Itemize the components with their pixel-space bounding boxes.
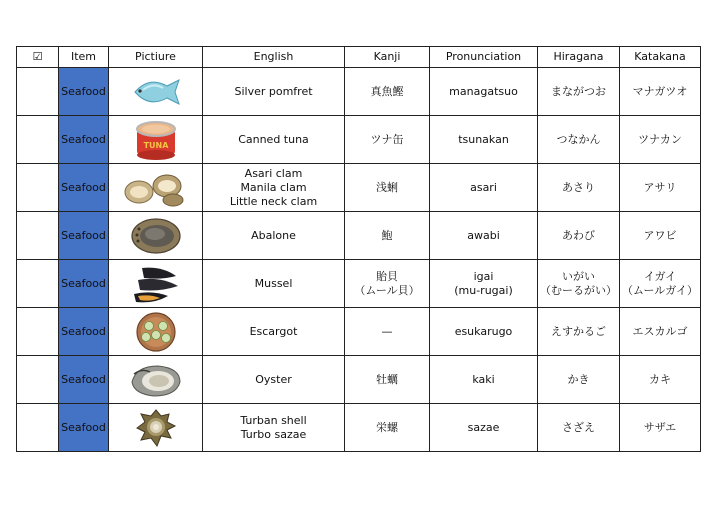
item-cell: Seafood [59,356,109,404]
check-cell[interactable] [17,212,59,260]
header-check[interactable]: ☑ [17,47,59,68]
header-picture: Pictiure [109,47,203,68]
check-cell[interactable] [17,116,59,164]
pronunciation-cell: tsunakan [430,116,538,164]
english-cell: Escargot [203,308,345,356]
item-cell: Seafood [59,116,109,164]
tuna-can-icon [129,119,183,161]
picture-cell [109,212,203,260]
hiragana-cell: いがい （むーるがい） [538,260,620,308]
kanji-cell: 真魚鰹 [345,68,430,116]
item-cell: Seafood [59,212,109,260]
check-cell[interactable] [17,404,59,452]
vocabulary-table [16,46,701,452]
item-cell: Seafood [59,260,109,308]
kanji-cell: 栄螺 [345,404,430,452]
pronunciation-cell: managatsuo [430,68,538,116]
katakana-cell: カキ [620,356,701,404]
hiragana-cell: さざえ [538,404,620,452]
hiragana-cell: かき [538,356,620,404]
header-kanji: Kanji [345,47,430,68]
table-row [17,308,701,356]
check-cell[interactable] [17,164,59,212]
pronunciation-cell: kaki [430,356,538,404]
picture-cell [109,164,203,212]
pronunciation-cell: igai (mu-rugai) [430,260,538,308]
hiragana-cell: まながつお [538,68,620,116]
pronunciation-cell: awabi [430,212,538,260]
oyster-icon [128,360,184,400]
katakana-cell: ツナカン [620,116,701,164]
turban-shell-icon [131,406,181,450]
header-row [17,47,701,68]
check-cell[interactable] [17,68,59,116]
item-cell: Seafood [59,404,109,452]
katakana-cell: アサリ [620,164,701,212]
pronunciation-cell: esukarugo [430,308,538,356]
hiragana-cell: えすかるご [538,308,620,356]
hiragana-cell: あわび [538,212,620,260]
check-cell[interactable] [17,308,59,356]
header-item: Item [59,47,109,68]
header-katakana: Katakana [620,47,701,68]
english-cell: Abalone [203,212,345,260]
pronunciation-cell: sazae [430,404,538,452]
kanji-cell: — [345,308,430,356]
hiragana-cell: あさり [538,164,620,212]
picture-cell [109,404,203,452]
english-cell: Turban shell Turbo sazae [203,404,345,452]
picture-cell [109,356,203,404]
kanji-cell: 貽貝 （ムール貝） [345,260,430,308]
table-row [17,404,701,452]
header-english: English [203,47,345,68]
kanji-cell: 牡蠣 [345,356,430,404]
check-cell[interactable] [17,260,59,308]
pomfret-fish-icon [129,72,183,112]
kanji-cell: ツナ缶 [345,116,430,164]
picture-cell [109,116,203,164]
table-row [17,164,701,212]
kanji-cell: 浅蜊 [345,164,430,212]
katakana-cell: アワビ [620,212,701,260]
english-cell: Asari clam Manila clam Little neck clam [203,164,345,212]
pronunciation-cell: asari [430,164,538,212]
katakana-cell: マナガツオ [620,68,701,116]
item-cell: Seafood [59,164,109,212]
table-row [17,68,701,116]
kanji-cell: 鮑 [345,212,430,260]
picture-cell [109,308,203,356]
english-cell: Silver pomfret [203,68,345,116]
english-cell: Mussel [203,260,345,308]
katakana-cell: エスカルゴ [620,308,701,356]
svg-text:TUNA: TUNA [143,140,168,150]
mussel-icon [128,262,184,306]
header-pronunciation: Pronunciation [430,47,538,68]
hiragana-cell: つなかん [538,116,620,164]
item-cell: Seafood [59,68,109,116]
table-row [17,212,701,260]
escargot-icon [132,311,180,353]
header-hiragana: Hiragana [538,47,620,68]
item-cell: Seafood [59,308,109,356]
katakana-cell: イガイ （ムールガイ） [620,260,701,308]
english-cell: Oyster [203,356,345,404]
clam-icon [121,168,191,208]
table-row [17,356,701,404]
abalone-icon [129,215,183,257]
katakana-cell: サザエ [620,404,701,452]
english-cell: Canned tuna [203,116,345,164]
table-row [17,116,701,164]
table-row [17,260,701,308]
picture-cell [109,260,203,308]
check-cell[interactable] [17,356,59,404]
picture-cell [109,68,203,116]
